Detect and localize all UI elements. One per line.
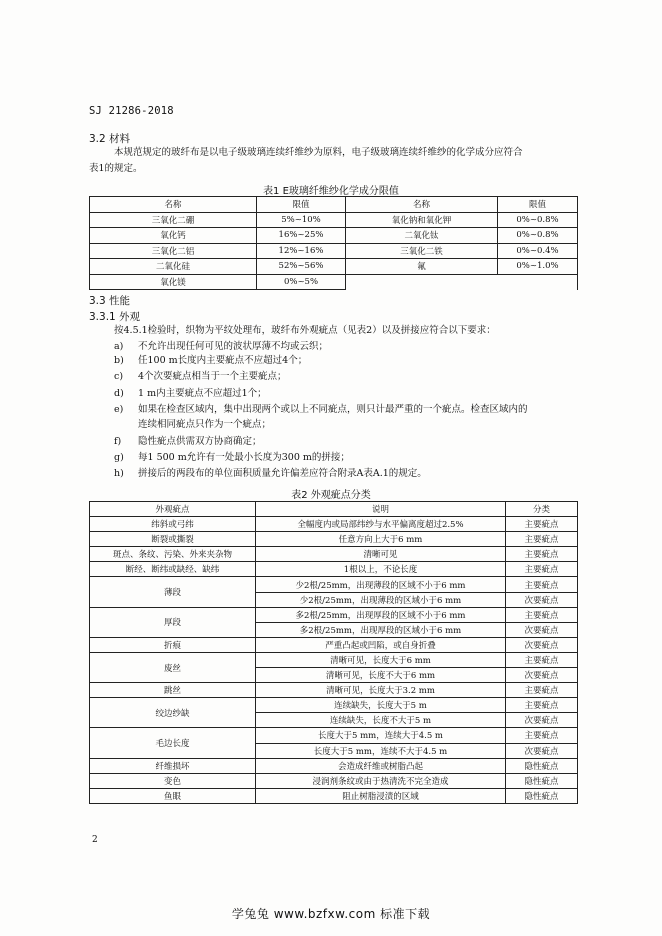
defect-class: 次要疵点 [506, 622, 578, 637]
table-cell: 氧化钠和氧化钾 [346, 212, 498, 228]
table-cell [498, 274, 578, 290]
defect-description: 严重凸起或凹陷，或自身折叠 [256, 637, 506, 652]
defect-description: 少2根/25mm，出现薄段的区域小于6 mm [256, 592, 506, 607]
table-row [90, 773, 578, 788]
section-3-3-1-title: 3.3.1 外观 [89, 311, 141, 323]
defect-class: 主要疵点 [506, 532, 578, 547]
defect-class: 次要疵点 [506, 637, 578, 652]
table-row [90, 243, 578, 259]
page-number: 2 [92, 835, 98, 845]
defect-description: 长度大于5 mm，连续大于4.5 m [256, 728, 506, 743]
list-marker: g) [114, 452, 124, 463]
table-cell: 三氧化二硼 [90, 212, 257, 228]
table-row [90, 532, 578, 547]
defect-class: 次要疵点 [506, 713, 578, 728]
table1-header-cell: 限值 [498, 197, 578, 213]
table-row [90, 788, 578, 803]
table-cell: 氟 [346, 259, 498, 275]
table-cell [346, 274, 498, 290]
defect-description: 连续缺失，长度大于5 m [256, 698, 506, 713]
defect-class: 主要疵点 [506, 577, 578, 592]
defect-class: 次要疵点 [506, 592, 578, 607]
defect-class: 主要疵点 [506, 683, 578, 698]
defect-description: 连续缺失，长度不大于5 m [256, 713, 506, 728]
defect-class: 隐性疵点 [506, 773, 578, 788]
defect-name: 断裂或撕裂 [90, 532, 256, 547]
defect-description: 任意方向上大于6 mm [256, 532, 506, 547]
defect-description: 阻止树脂浸渍的区域 [256, 788, 506, 803]
list-text: 任100 m长度内主要疵点不应超过4个； [138, 355, 308, 366]
table-row [90, 577, 578, 592]
table-cell: 5%~10% [257, 212, 346, 228]
section-3-2-para-line1: 本规范规定的玻纤布是以电子级玻璃连续纤维纱为原料，电子级玻璃连续纤维纱的化学成分应符合 [114, 147, 523, 158]
table-row [90, 259, 578, 275]
table-cell: 0%~0.8% [498, 212, 578, 228]
table2-header-cell: 说明 [256, 502, 506, 517]
table1-header-cell: 限值 [257, 197, 346, 213]
defect-name: 纤维损坏 [90, 758, 256, 773]
table-row [90, 228, 578, 244]
table-row [90, 562, 578, 577]
table2-header-row [90, 502, 578, 517]
defect-class: 主要疵点 [506, 547, 578, 562]
defect-name: 薄段 [90, 577, 256, 607]
list-marker: f) [114, 436, 122, 447]
list-text: 隐性疵点供需双方协商确定； [138, 436, 262, 447]
section-3-2-para-line2: 表1的规定。 [89, 163, 143, 174]
table-cell: 氧化钙 [90, 228, 257, 244]
table1-header-row [90, 197, 578, 213]
defect-description: 少2根/25mm，出现薄段的区域不小于6 mm [256, 577, 506, 592]
defect-name: 断经、断纬或缺经、缺纬 [90, 562, 256, 577]
defect-description: 清晰可见 [256, 547, 506, 562]
table1-header-cell: 名称 [346, 197, 498, 213]
list-text: 每1 500 m允许有一处最小长度为300 m的拼接； [138, 452, 350, 463]
defect-description: 长度大于5 mm，连续不大于4.5 m [256, 743, 506, 758]
defect-name: 纬斜或弓纬 [90, 517, 256, 532]
table1-header-cell: 名称 [90, 197, 257, 213]
defect-name: 跳丝 [90, 683, 256, 698]
table-cell: 52%~56% [257, 259, 346, 275]
table-row [90, 607, 578, 622]
table2-header-cell: 外观疵点 [90, 502, 256, 517]
table-cell: 二氧化钛 [346, 228, 498, 244]
defect-name: 鱼眼 [90, 788, 256, 803]
defect-class: 主要疵点 [506, 562, 578, 577]
table-cell: 三氧化二铁 [346, 243, 498, 259]
table-cell: 0%~1.0% [498, 259, 578, 275]
defect-name: 变色 [90, 773, 256, 788]
table2-caption: 表2 外观疵点分类 [291, 490, 371, 501]
table-row [90, 517, 578, 532]
table-row [90, 683, 578, 698]
list-text: 不允许出现任何可见的波状厚薄不均或云织； [138, 341, 329, 352]
defect-name: 绞边纱缺 [90, 698, 256, 728]
list-marker: a) [114, 341, 124, 352]
defect-class: 隐性疵点 [506, 788, 578, 803]
table2-header-cell: 分类 [506, 502, 578, 517]
table-cell: 16%~25% [257, 228, 346, 244]
defect-description: 浸润剂条纹或由于热清洗不完全造成 [256, 773, 506, 788]
defect-description: 全幅度内或局部纬纱与水平偏离度超过2.5% [256, 517, 506, 532]
table-cell: 12%~16% [257, 243, 346, 259]
list-marker: h) [114, 468, 124, 479]
list-text: 1 m内主要疵点不应超过1个； [138, 388, 267, 399]
table-row [90, 758, 578, 773]
defect-name: 毛边长度 [90, 728, 256, 758]
defect-description: 多2根/25mm，出现厚段的区域小于6 mm [256, 622, 506, 637]
defect-name: 折痕 [90, 637, 256, 652]
defect-class: 主要疵点 [506, 607, 578, 622]
table-cell: 三氧化二铝 [90, 243, 257, 259]
defect-class: 次要疵点 [506, 743, 578, 758]
table-cell: 氧化镁 [90, 274, 257, 290]
defect-name: 废丝 [90, 652, 256, 682]
table-row [90, 652, 578, 667]
table-cell: 二氧化硅 [90, 259, 257, 275]
list-marker: d) [114, 388, 124, 399]
table-row [90, 637, 578, 652]
list-text: 连续相同疵点只作为一个疵点； [138, 419, 272, 430]
list-text: 拼接后的两段布的单位面积质量允许偏差应符合附录A表A.1的规定。 [138, 468, 427, 479]
defect-description: 清晰可见，长度大于6 mm [256, 652, 506, 667]
list-marker: e) [114, 404, 124, 415]
table1-caption: 表1 E玻璃纤维纱化学成分限值 [263, 186, 399, 197]
table-cell: 0%~0.8% [498, 228, 578, 244]
list-text: 4个次要疵点相当于一个主要疵点； [138, 371, 287, 382]
defect-class: 主要疵点 [506, 728, 578, 743]
document-code-header: SJ 21286-2018 [89, 105, 174, 117]
table-row [90, 274, 578, 290]
table-row [90, 212, 578, 228]
table-cell: 0%~0.4% [498, 243, 578, 259]
defect-class: 次要疵点 [506, 668, 578, 683]
defect-class: 主要疵点 [506, 517, 578, 532]
list-marker: c) [114, 371, 124, 382]
defect-description: 会造成纤维或树脂凸起 [256, 758, 506, 773]
table-row [90, 728, 578, 743]
table-cell: 0%~5% [257, 274, 346, 290]
defect-description: 清晰可见，长度不大于6 mm [256, 668, 506, 683]
defect-name: 厚段 [90, 607, 256, 637]
section-3-3-1-intro: 按4.5.1检验时，织物为平纹处理布，玻纤布外观疵点（见表2）以及拼接应符合以下要求： [114, 325, 496, 336]
section-3-2-title: 3.2 材料 [89, 133, 131, 145]
section-3-3-title: 3.3 性能 [89, 295, 131, 307]
defect-description: 1根以上，不论长度 [256, 562, 506, 577]
site-watermark-footer: 学兔兔 www.bzfxw.com 标准下载 [231, 907, 431, 921]
defect-description: 清晰可见，长度大于3.2 mm [256, 683, 506, 698]
table-row [90, 698, 578, 713]
defect-class: 隐性疵点 [506, 758, 578, 773]
defect-class: 主要疵点 [506, 698, 578, 713]
table-row [90, 547, 578, 562]
list-marker: b) [114, 355, 124, 366]
defect-description: 多2根/25mm，出现厚段的区域不小于6 mm [256, 607, 506, 622]
list-text: 如果在检查区域内，集中出现两个或以上不同疵点，则只计最严重的一个疵点。检查区域内的 [138, 404, 528, 415]
table2-appearance-defects [89, 501, 578, 804]
defect-class: 主要疵点 [506, 652, 578, 667]
table1-chemical-composition [89, 196, 578, 290]
defect-name: 斑点、条纹、污染、外来夹杂物 [90, 547, 256, 562]
